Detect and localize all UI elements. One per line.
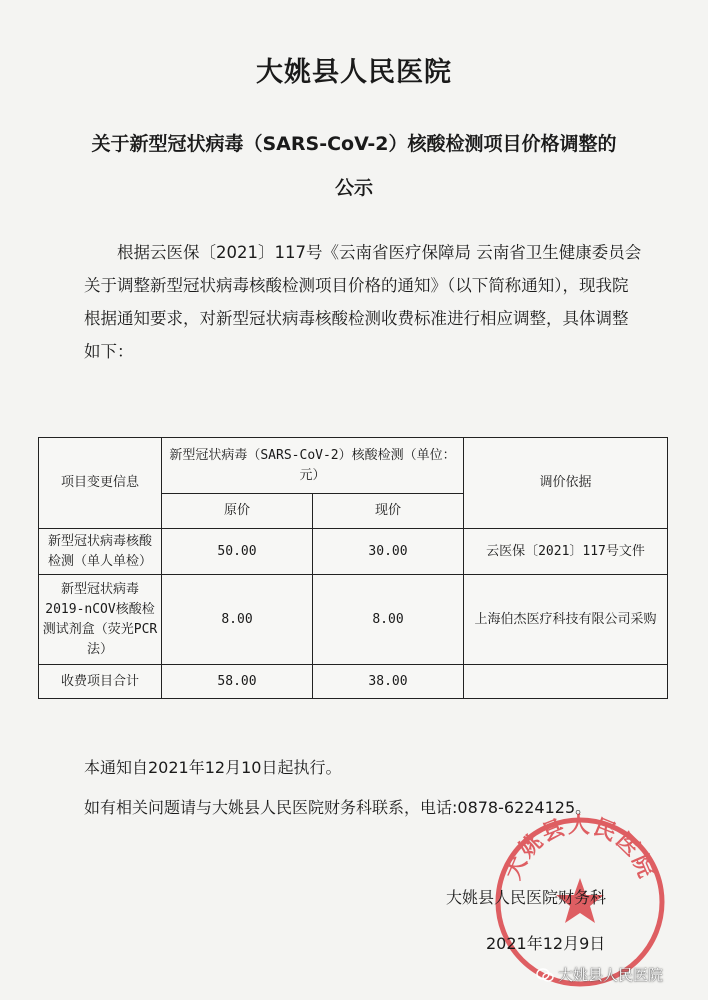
row-basis: 上海伯杰医疗科技有限公司采购 [464,575,668,665]
body-paragraph: 根据云医保〔2021〕117号《云南省医疗保障局 云南省卫生健康委员会关于调整新型冠状病毒核酸检测项目价格的通知》（以下简称通知），现我院根据通知要求，对新型冠状病毒核酸检测收费标准进行相应调整，具体调整如下： [84,243,642,361]
sign-date: 2021年12月9日 [486,934,606,953]
header-basis: 调价依据 [464,438,668,529]
header-item: 项目变更信息 [39,438,162,529]
total-old-price: 58.00 [162,665,313,699]
account-watermark [536,964,663,985]
notice-title-continued: 公示 [334,177,373,199]
header-new-price: 现价 [313,494,464,529]
seal-text: 大姚县人民医院 [500,813,660,884]
svg-text:大姚县人民医院 [501,813,659,883]
signer: 大姚县人民医院财务科 [446,888,607,907]
contact-note: 如有相关问题请与大姚县人民医院财务科联系，电话:0878-6224125。 [84,798,592,817]
total-basis [464,665,668,699]
row-new-price: 8.00 [313,575,464,665]
notice-body [84,236,644,368]
price-table [38,437,668,699]
row-new-price: 30.00 [313,529,464,575]
notice-title: 关于新型冠状病毒（SARS-CoV-2）核酸检测项目价格调整的 [91,133,617,155]
table-row [39,575,668,665]
hospital-name: 大姚县人民医院 [256,57,452,88]
total-label: 收费项目合计 [39,665,162,699]
table-total-row [39,665,668,699]
header-old-price: 原价 [162,494,313,529]
header-group: 新型冠状病毒（SARS-CoV-2）核酸检测（单位：元） [162,438,464,494]
watermark-text: 大姚县人民医院 [558,966,664,984]
row-old-price: 8.00 [162,575,313,665]
row-old-price: 50.00 [162,529,313,575]
row-item: 新型冠状病毒核酸检测（单人单检） [39,529,162,575]
row-item: 新型冠状病毒2019-nCOV核酸检测试剂盒（荧光PCR法） [39,575,162,665]
effective-date-note: 本通知自2021年12月10日起执行。 [84,758,342,777]
total-new-price: 38.00 [313,665,464,699]
table-header-row [39,438,668,494]
row-basis: 云医保〔2021〕117号文件 [464,529,668,575]
table-row [39,529,668,575]
wechat-icon [536,968,554,982]
